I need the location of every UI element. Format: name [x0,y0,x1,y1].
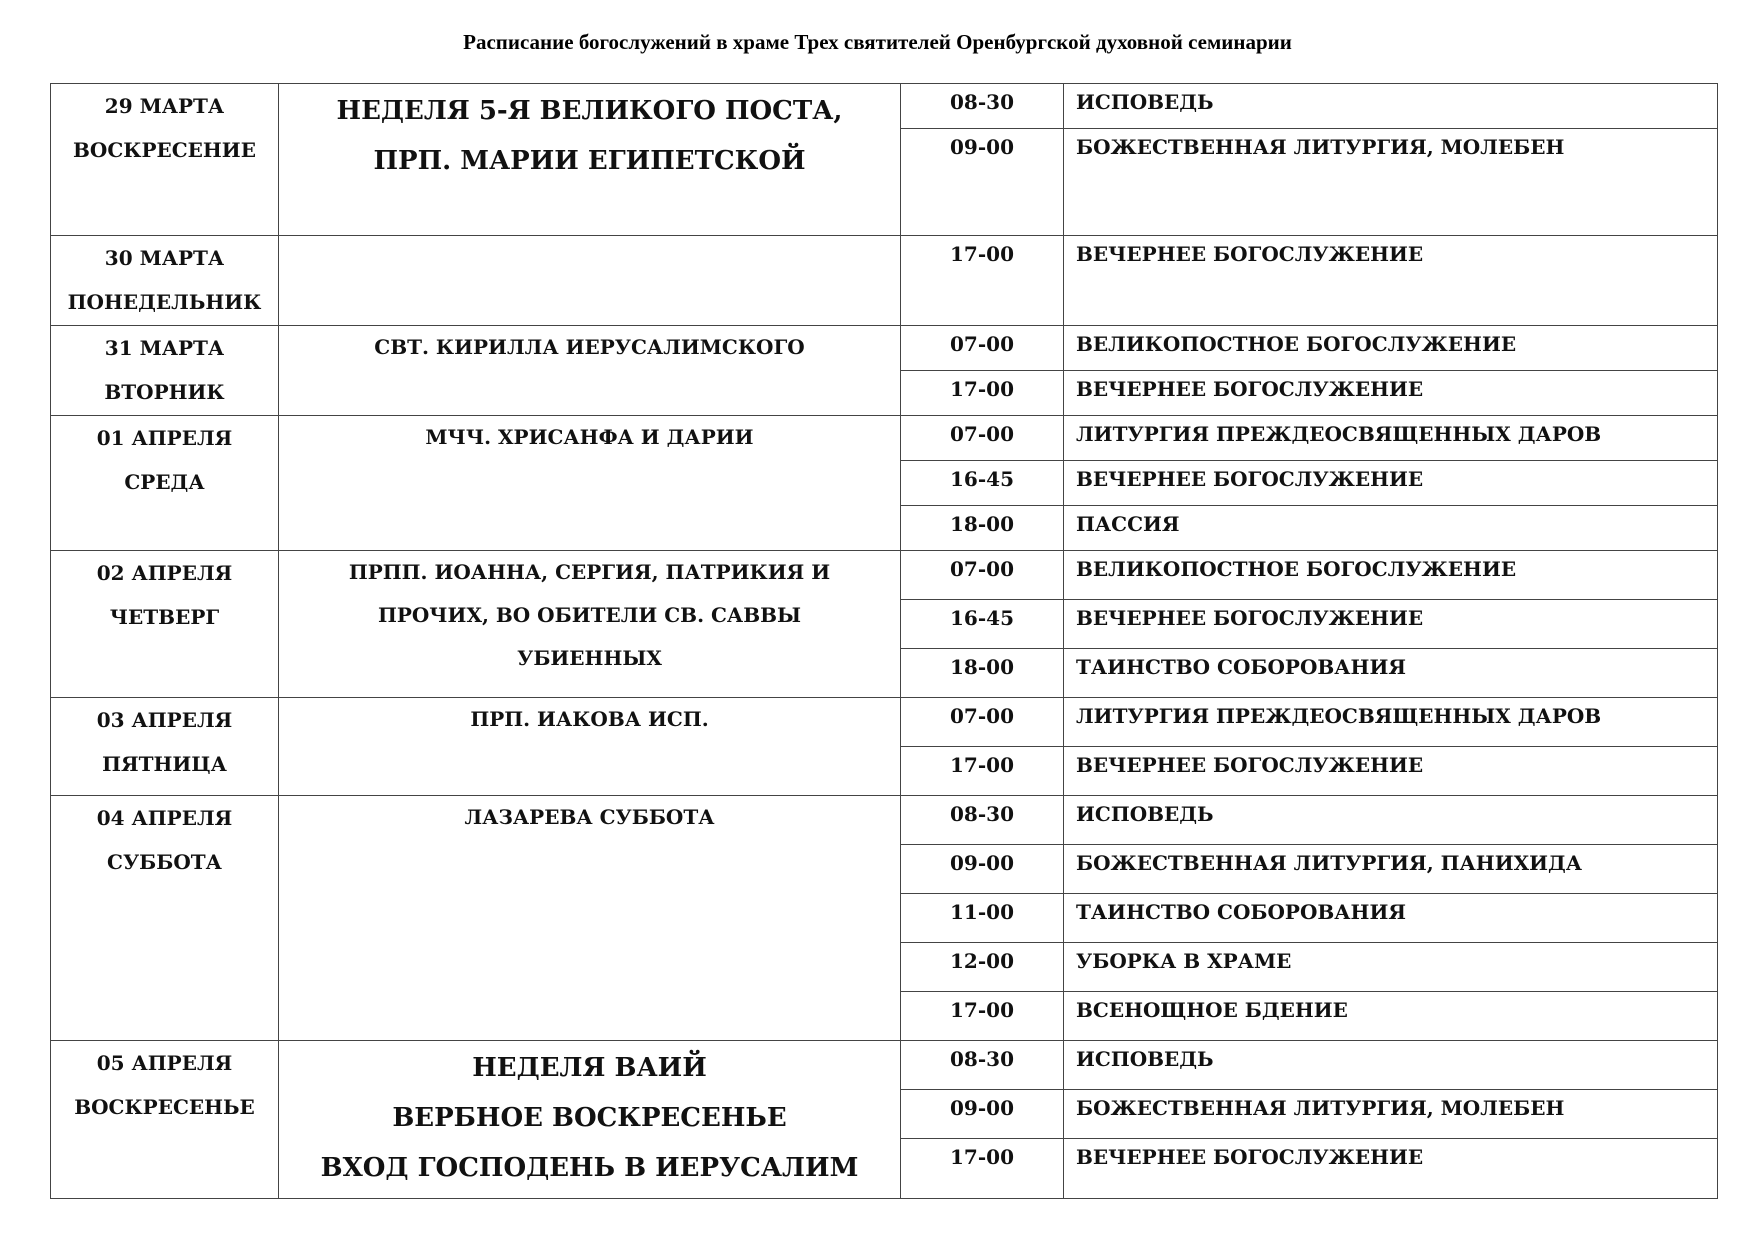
service-name: ВЕЧЕРНЕЕ БОГОСЛУЖЕНИЕ [1064,236,1718,326]
feast-cell [279,551,901,698]
service-name: ВЕЛИКОПОСТНОЕ БОГОСЛУЖЕНИЕ [1064,551,1718,600]
service-name: ВСЕНОЩНОЕ БДЕНИЕ [1064,992,1718,1041]
date-label: 30 МАРТА [104,246,225,270]
weekday-label: ВОСКРЕСЕНИЕ [73,138,256,162]
service-time: 17-00 [901,992,1064,1041]
service-time: 18-00 [901,506,1064,551]
feast-cell [279,326,901,416]
feast-cell [279,1041,901,1199]
service-time: 17-00 [901,371,1064,416]
day-cell [51,84,279,236]
service-time: 16-45 [901,600,1064,649]
schedule-row [51,84,1718,129]
service-name: ЛИТУРГИЯ ПРЕЖДЕОСВЯЩЕННЫХ ДАРОВ [1064,698,1718,747]
service-name: ИСПОВЕДЬ [1064,796,1718,845]
feast-cell [279,416,901,551]
service-time: 18-00 [901,649,1064,698]
weekday-label: СРЕДА [124,470,205,494]
service-name: ВЕЧЕРНЕЕ БОГОСЛУЖЕНИЕ [1064,461,1718,506]
feast-line: ПРОЧИХ, ВО ОБИТЕЛИ СВ. САВВЫ [377,603,802,627]
service-time: 17-00 [901,747,1064,796]
schedule-row [51,698,1718,747]
schedule-table [50,83,1718,1199]
feast-line: СВТ. КИРИЛЛА ИЕРУСАЛИМСКОГО [374,335,805,359]
service-time: 07-00 [901,326,1064,371]
feast-line: ВХОД ГОСПОДЕНЬ В ИЕРУСАЛИМ [320,1153,859,1183]
service-name: ИСПОВЕДЬ [1064,1041,1718,1090]
feast-line: ВЕРБНОЕ ВОСКРЕСЕНЬЕ [392,1103,787,1133]
service-time: 08-30 [901,84,1064,129]
feast-line: ПРПП. ИОАННА, СЕРГИЯ, ПАТРИКИЯ И [348,560,831,584]
date-label: 03 АПРЕЛЯ [96,708,233,732]
day-cell [51,416,279,551]
feast-line: НЕДЕЛЯ 5-Я ВЕЛИКОГО ПОСТА, [336,96,843,126]
service-name: ВЕЧЕРНЕЕ БОГОСЛУЖЕНИЕ [1064,747,1718,796]
feast-cell [279,796,901,1041]
day-cell [51,326,279,416]
service-time: 12-00 [901,943,1064,992]
schedule-row [51,326,1718,371]
service-time: 08-30 [901,1041,1064,1090]
date-label: 01 АПРЕЛЯ [96,426,233,450]
day-cell [51,236,279,326]
feast-line: УБИЕННЫХ [517,646,662,670]
weekday-label: ПЯТНИЦА [102,752,227,776]
service-time: 07-00 [901,551,1064,600]
day-cell [51,698,279,796]
schedule-row [51,796,1718,845]
feast-line: ЛАЗАРЕВА СУББОТА [464,805,715,829]
service-time: 17-00 [901,236,1064,326]
date-label: 04 АПРЕЛЯ [96,806,233,830]
day-cell [51,551,279,698]
service-time: 08-30 [901,796,1064,845]
day-cell [51,796,279,1041]
service-time: 09-00 [901,1090,1064,1139]
weekday-label: ВОСКРЕСЕНЬЕ [74,1095,255,1119]
date-label: 05 АПРЕЛЯ [96,1051,233,1075]
service-name: ЛИТУРГИЯ ПРЕЖДЕОСВЯЩЕННЫХ ДАРОВ [1064,416,1718,461]
service-time: 09-00 [901,129,1064,236]
service-name: ТАИНСТВО СОБОРОВАНИЯ [1064,649,1718,698]
day-cell [51,1041,279,1199]
service-time: 11-00 [901,894,1064,943]
feast-line: НЕДЕЛЯ ВАИЙ [472,1053,707,1083]
service-time: 07-00 [901,416,1064,461]
feast-line: ПРП. МАРИИ ЕГИПЕТСКОЙ [373,146,806,176]
service-name: БОЖЕСТВЕННАЯ ЛИТУРГИЯ, ПАНИХИДА [1064,845,1718,894]
service-name: БОЖЕСТВЕННАЯ ЛИТУРГИЯ, МОЛЕБЕН [1064,129,1718,236]
date-label: 31 МАРТА [104,336,225,360]
service-name: ВЕЧЕРНЕЕ БОГОСЛУЖЕНИЕ [1064,371,1718,416]
date-label: 29 МАРТА [104,94,225,118]
date-label: 02 АПРЕЛЯ [96,561,233,585]
feast-line: ПРП. ИАКОВА ИСП. [470,707,709,731]
service-time: 09-00 [901,845,1064,894]
service-name: ВЕЧЕРНЕЕ БОГОСЛУЖЕНИЕ [1064,600,1718,649]
feast-line: МЧЧ. ХРИСАНФА И ДАРИИ [425,425,754,449]
feast-cell [279,236,901,326]
weekday-label: СУББОТА [107,850,222,874]
service-time: 17-00 [901,1139,1064,1199]
service-name: УБОРКА В ХРАМЕ [1064,943,1718,992]
service-name: ИСПОВЕДЬ [1064,84,1718,129]
schedule-row [51,416,1718,461]
schedule-row [51,1041,1718,1090]
schedule-row [51,551,1718,600]
service-time: 16-45 [901,461,1064,506]
schedule-row [51,236,1718,326]
service-time: 07-00 [901,698,1064,747]
service-name: ВЕЧЕРНЕЕ БОГОСЛУЖЕНИЕ [1064,1139,1718,1199]
service-name: БОЖЕСТВЕННАЯ ЛИТУРГИЯ, МОЛЕБЕН [1064,1090,1718,1139]
service-name: ВЕЛИКОПОСТНОЕ БОГОСЛУЖЕНИЕ [1064,326,1718,371]
feast-cell [279,698,901,796]
service-name: ТАИНСТВО СОБОРОВАНИЯ [1064,894,1718,943]
weekday-label: ПОНЕДЕЛЬНИК [67,290,262,314]
weekday-label: ВТОРНИК [104,380,225,404]
weekday-label: ЧЕТВЕРГ [109,605,220,629]
page-title: Расписание богослужений в храме Трех святителей Оренбургской духовной семинарии [463,30,1292,54]
service-name: ПАССИЯ [1064,506,1718,551]
feast-cell [279,84,901,236]
